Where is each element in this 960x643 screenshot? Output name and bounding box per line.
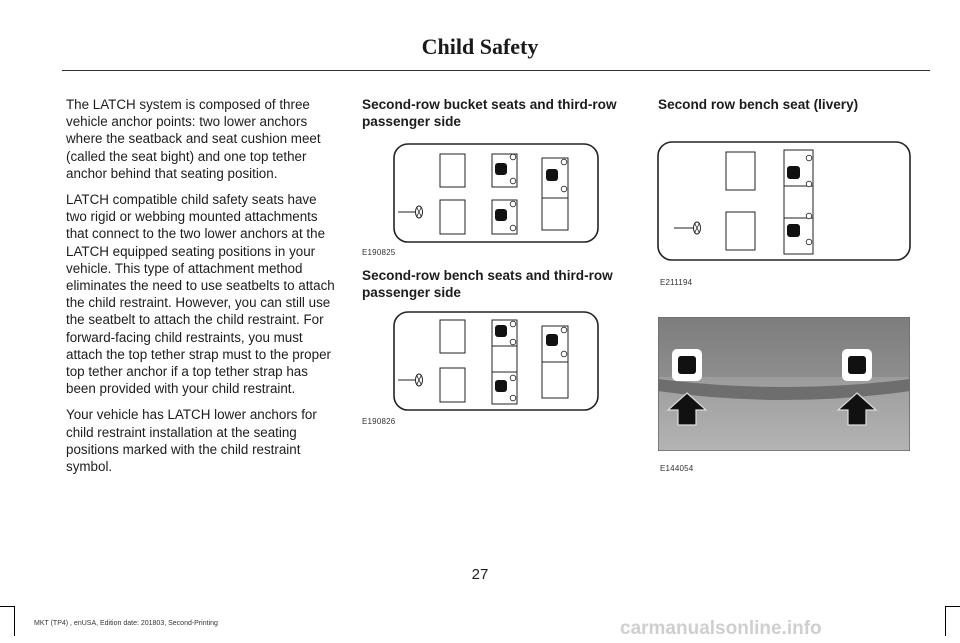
body-text [66,96,338,484]
seat-diagram-bucket-seats [392,142,602,246]
paragraph-lower-anchors: Your vehicle has LATCH lower anchors for child restraint installation at the seating positions marked with the child restraint symbol. [66,407,317,475]
anchor-location-photo [658,317,910,451]
figure-code: E211194 [660,278,693,287]
crop-mark-right-vertical [945,606,946,636]
figure-heading-bench-seats: Second-row bench seats and third-row passenger side [362,268,613,300]
figure-heading-bucket-seats: Second-row bucket seats and third-row passenger side [362,97,617,129]
header-divider [62,70,930,71]
figure-code: E190826 [362,417,396,426]
seat-diagram-livery [656,140,914,264]
paragraph-latch-system: The LATCH system is composed of three vehicle anchor points: two lower anchors where the seatback and seat cushion meet (called the seat bight) and one top tether anchor behind that seating position. [66,97,321,181]
figure-code: E190825 [362,248,396,257]
figure-heading-livery: Second row bench seat (livery) [658,97,859,112]
crop-mark-left-horizontal [0,606,14,607]
crop-mark-left-vertical [14,606,15,636]
crop-mark-right-horizontal [946,606,960,607]
page-title: Child Safety [421,34,539,59]
watermark: carmanualsonline.info [620,618,822,639]
figure-code: E144054 [660,464,694,473]
seat-diagram-bench-seats [392,310,602,414]
page-number: 27 [471,566,489,583]
edition-footer: MKT (TP4) , enUSA, Edition date: 201803, Second-Printing [34,620,218,627]
paragraph-latch-compatible: LATCH compatible child safety seats have two rigid or webbing mounted attachments that connect to the two lower anchors at the LATCH equipped seating positions in your vehicle. This type of attachment method eliminates the need to use seatbelts to attach the child restraint. However, you can still use the seatbelt to attach the child restraint. For forward-facing child restraints, you must attach the top tether strap must to the proper top tether anchor if a top tether strap has been provided with your child restraint. [66,192,335,397]
